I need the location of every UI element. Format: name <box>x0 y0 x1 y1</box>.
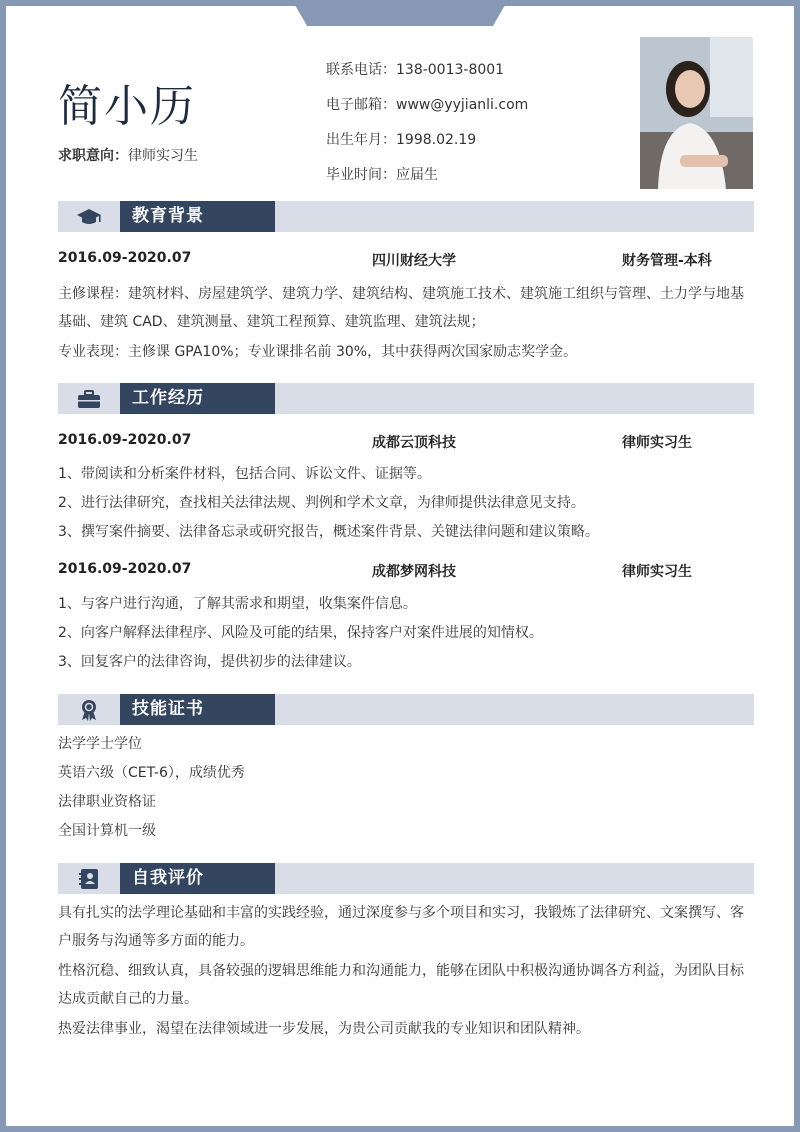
self-paragraph: 热爱法律事业，渴望在法律领域进一步发展，为贵公司贡献我的专业知识和团队精神。 <box>58 1021 590 1037</box>
contact-birth: 出生年月：1998.02.19 <box>326 132 477 148</box>
contact-graduation: 毕业时间：应届生 <box>326 167 438 183</box>
job-date: 2016.09-2020.07 <box>58 561 192 577</box>
education-courses: 主修课程：建筑材料、房屋建筑学、建筑力学、建筑结构、建筑施工技术、建筑施工组织与管理、土力学与地基基础、建筑 CAD、建筑测量、建筑工程预算、建筑监理、建筑法规； <box>58 286 744 330</box>
education-date: 2016.09-2020.07 <box>58 250 192 266</box>
contact-email: 电子邮箱：www@yyjianli.com <box>326 97 529 113</box>
job-company: 成都梦网科技 <box>372 564 456 580</box>
skill-item: 全国计算机一级 <box>58 823 156 839</box>
education-school: 四川财经大学 <box>372 253 456 269</box>
self-paragraph: 具有扎实的法学理论基础和丰富的实践经验，通过深度参与多个项目和实习，我锻炼了法律研究、文案撰写、客户服务与沟通等多方面的能力。 <box>58 905 744 949</box>
skill-item: 法学学士学位 <box>58 736 142 752</box>
contact-book-icon <box>58 863 120 894</box>
graduation-cap-icon <box>58 201 120 232</box>
education-performance: 专业表现：主修课 GPA10%；专业课排名前 30%，其中获得两次国家励志奖学金。 <box>58 344 578 360</box>
section-self-header <box>58 863 754 894</box>
job-role: 律师实习生 <box>622 435 692 451</box>
job-item: 3、撰写案件摘要、法律备忘录或研究报告，概述案件背景、关键法律问题和建议策略。 <box>58 524 599 540</box>
job-item: 1、带阅读和分析案件材料，包括合同、诉讼文件、证据等。 <box>58 466 431 482</box>
job-item: 2、进行法律研究，查找相关法律法规、判例和学术文章，为律师提供法律意见支持。 <box>58 495 585 511</box>
profile-photo <box>640 37 753 189</box>
section-education-title: 教育背景 <box>120 201 275 232</box>
job-intent <box>58 145 198 165</box>
section-work-title: 工作经历 <box>120 383 275 414</box>
section-self-title: 自我评价 <box>120 863 275 894</box>
education-major: 财务管理-本科 <box>622 253 712 269</box>
section-skills-header <box>58 694 754 725</box>
education-row <box>58 250 754 272</box>
job-intent-label: 求职意向： <box>58 148 128 164</box>
job-item: 3、回复客户的法律咨询，提供初步的法律建议。 <box>58 654 361 670</box>
job-role: 律师实习生 <box>622 564 692 580</box>
job-row <box>58 432 754 454</box>
job-company: 成都云顶科技 <box>372 435 456 451</box>
job-row <box>58 561 754 583</box>
job-item: 1、与客户进行沟通，了解其需求和期望，收集案件信息。 <box>58 596 417 612</box>
top-tab-decoration <box>292 0 508 26</box>
award-ribbon-icon <box>58 694 120 725</box>
section-education-header <box>58 201 754 232</box>
job-intent-value: 律师实习生 <box>128 148 198 164</box>
job-item: 2、向客户解释法律程序、风险及可能的结果，保持客户对案件进展的知情权。 <box>58 625 543 641</box>
candidate-name: 简小历 <box>58 81 196 132</box>
contact-info <box>326 58 528 198</box>
skill-item: 英语六级（CET-6），成绩优秀 <box>58 765 245 781</box>
section-work-header <box>58 383 754 414</box>
self-paragraph: 性格沉稳、细致认真，具备较强的逻辑思维能力和沟通能力，能够在团队中积极沟通协调各方利益，为团队目标达成贡献自己的力量。 <box>58 963 744 1007</box>
job-date: 2016.09-2020.07 <box>58 432 192 448</box>
briefcase-icon <box>58 383 120 414</box>
portrait-illustration <box>640 37 753 189</box>
skill-item: 法律职业资格证 <box>58 794 156 810</box>
contact-phone: 联系电话：138-0013-8001 <box>326 62 505 78</box>
section-skills-title: 技能证书 <box>120 694 275 725</box>
